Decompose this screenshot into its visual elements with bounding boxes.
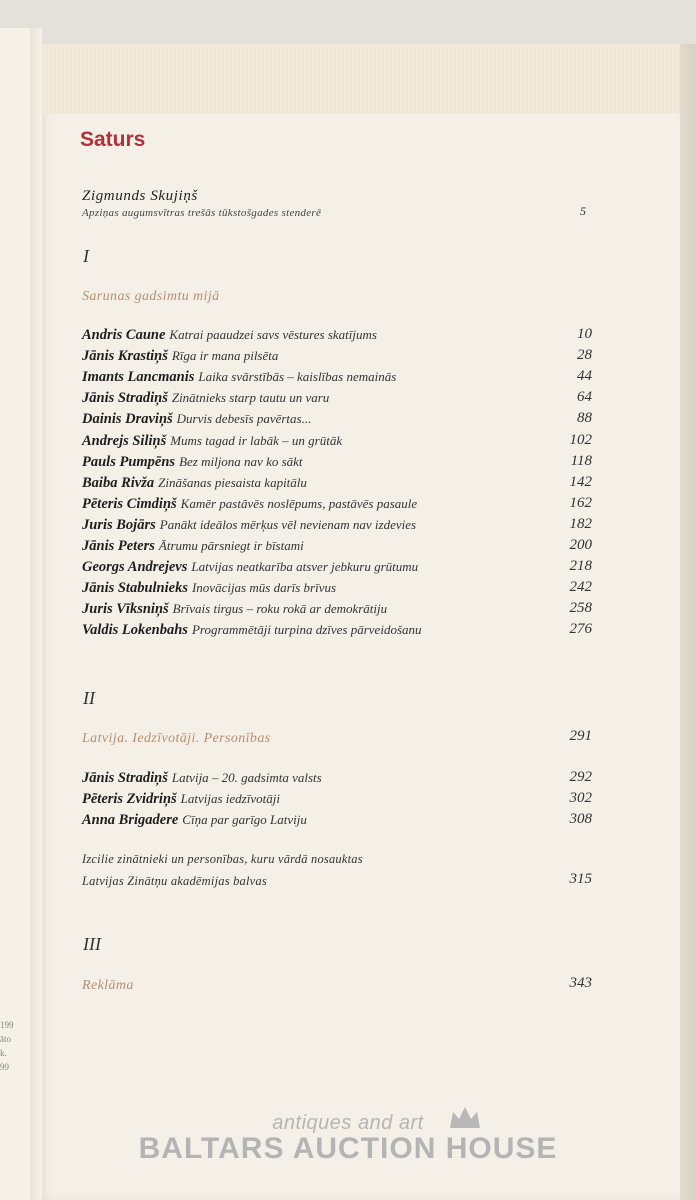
toc-entry [82,389,592,409]
entry-author: Georgs Andrejevs [82,559,188,575]
toc-entry [82,621,592,641]
entry-page: 276 [569,621,592,637]
entry-page: 242 [569,579,592,595]
entry-page: 28 [577,347,592,363]
entry-title: Zinātnieks starp tautu un varu [171,390,330,405]
entry-page: 292 [569,769,592,785]
entry-page: 88 [577,410,592,426]
entry-title: Latvijas iedzīvotāji [180,791,280,806]
entry-page: 162 [569,495,592,511]
entry-title: Kamēr pastāvēs noslēpums, pastāvēs pasaule [180,496,418,511]
entry-page: 64 [577,389,592,405]
entry-author: Andris Caune [82,327,166,343]
section-title: Latvija. Iedzīvotāji. Personības [82,731,271,746]
entry-page: 142 [569,474,592,490]
part-numeral: III [83,934,101,954]
entry-title: Inovācijas mūs darīs brīvus [191,580,337,595]
awards-note-page: 315 [569,871,592,887]
section-page-number: 291 [569,728,592,744]
toc-entry [82,769,592,789]
entry-title: Cīņa par garīgo Latviju [182,812,307,827]
toc-entry [82,537,592,557]
intro-title: Apziņas augumsvītras trešās tūkstošgades stenderē [82,207,322,219]
entry-author: Jānis Stradiņš [82,770,168,786]
part-numeral: II [83,688,95,708]
left-page-text-fragments [0,1018,14,1074]
toc-entry [82,495,592,515]
entry-title: Laika svārstībās – kaislības nemainās [198,369,397,384]
section-title: Sarunas gadsimtu mijā [82,289,220,304]
entry-author: Anna Brigadere [82,812,179,828]
entry-author: Valdis Lokenbahs [82,622,188,638]
toc-entry [82,326,592,346]
watermark-brand: BALTARS AUCTION HOUSE [138,1132,558,1165]
entry-title: Panākt ideālos mērķus vēl nevienam nav izdevies [159,517,417,532]
section-title: Reklāma [82,978,134,993]
toc-entry [82,579,592,599]
entry-author: Imants Lancmanis [82,369,195,385]
entry-author: Juris Vīksniņš [82,601,169,617]
entry-author: Pauls Pumpēns [82,454,176,470]
intro-page-number: 5 [580,204,586,218]
watermark-tagline: antiques and art [272,1112,424,1134]
awards-note-line: Latvijas Zinātņu akadēmijas balvas [82,874,267,888]
toc-entry [82,474,592,494]
entry-title: Durvis debesīs pavērtas... [176,411,312,426]
intro-author: Zigmunds Skujiņš [82,188,198,204]
entry-page: 44 [577,368,592,384]
awards-note-line: Izcilie zinātnieki un personības, kuru vārdā nosauktas [82,852,363,866]
entry-page: 102 [569,432,592,448]
entry-page: 218 [569,558,592,574]
entry-page: 182 [569,516,592,532]
entry-page: 308 [569,811,592,827]
toc-entry [82,347,592,367]
entry-author: Jānis Krastiņš [82,348,168,364]
entry-author: Pēteris Zvidriņš [82,791,177,807]
entry-author: Jānis Stradiņš [82,390,168,406]
toc-entry [82,368,592,388]
entry-title: Katrai paaudzei savs vēstures skatījums [169,327,377,342]
entry-page: 302 [569,790,592,806]
entry-author: Pēteris Cimdiņš [82,496,177,512]
section-page-number: 343 [569,975,592,991]
entry-title: Brīvais tirgus – roku rokā ar demokrātiju [172,601,388,616]
entry-title: Latvija – 20. gadsimta valsts [171,770,322,785]
entry-title: Bez miljona nav ko sākt [179,454,303,469]
entry-author: Baiba Rivža [82,475,155,491]
contents-title: Saturs [80,128,146,151]
toc-entry [82,600,592,620]
entry-page: 200 [569,537,592,553]
toc-entry [82,790,592,810]
toc-entry [82,516,592,536]
left-page-fold [30,28,42,1200]
entry-page: 118 [570,453,592,469]
fragment: k. [0,1048,7,1058]
toc-entry [82,558,592,578]
entry-author: Jānis Peters [82,538,155,554]
entry-title: Zināšanas piesaista kapitālu [158,475,307,490]
entry-title: Ātrumu pārsniegt ir bīstami [158,538,304,553]
entry-title: Programmētāji turpina dzīves pārveidošanu [191,622,422,637]
fragment: 99 [0,1062,9,1072]
fragment: āto [0,1034,11,1044]
part-numeral: I [83,246,89,266]
toc-entry [82,453,592,473]
toc-entry [82,410,592,430]
fragment: 199 [0,1020,14,1030]
toc-entry [82,811,592,831]
entry-title: Latvijas neatkarība atsver jebkuru grūtumu [191,559,419,574]
entry-author: Andrejs Siliņš [82,433,167,449]
entry-title: Mums tagad ir labāk – un grūtāk [170,433,343,448]
entry-author: Juris Bojārs [82,517,156,533]
entry-author: Dainis Draviņš [82,411,173,427]
page-header-band [42,44,680,114]
entry-author: Jānis Stabulnieks [82,580,188,596]
entry-title: Rīga ir mana pilsēta [171,348,279,363]
entry-page: 258 [569,600,592,616]
entry-page: 10 [577,326,592,342]
toc-entry [82,432,592,452]
